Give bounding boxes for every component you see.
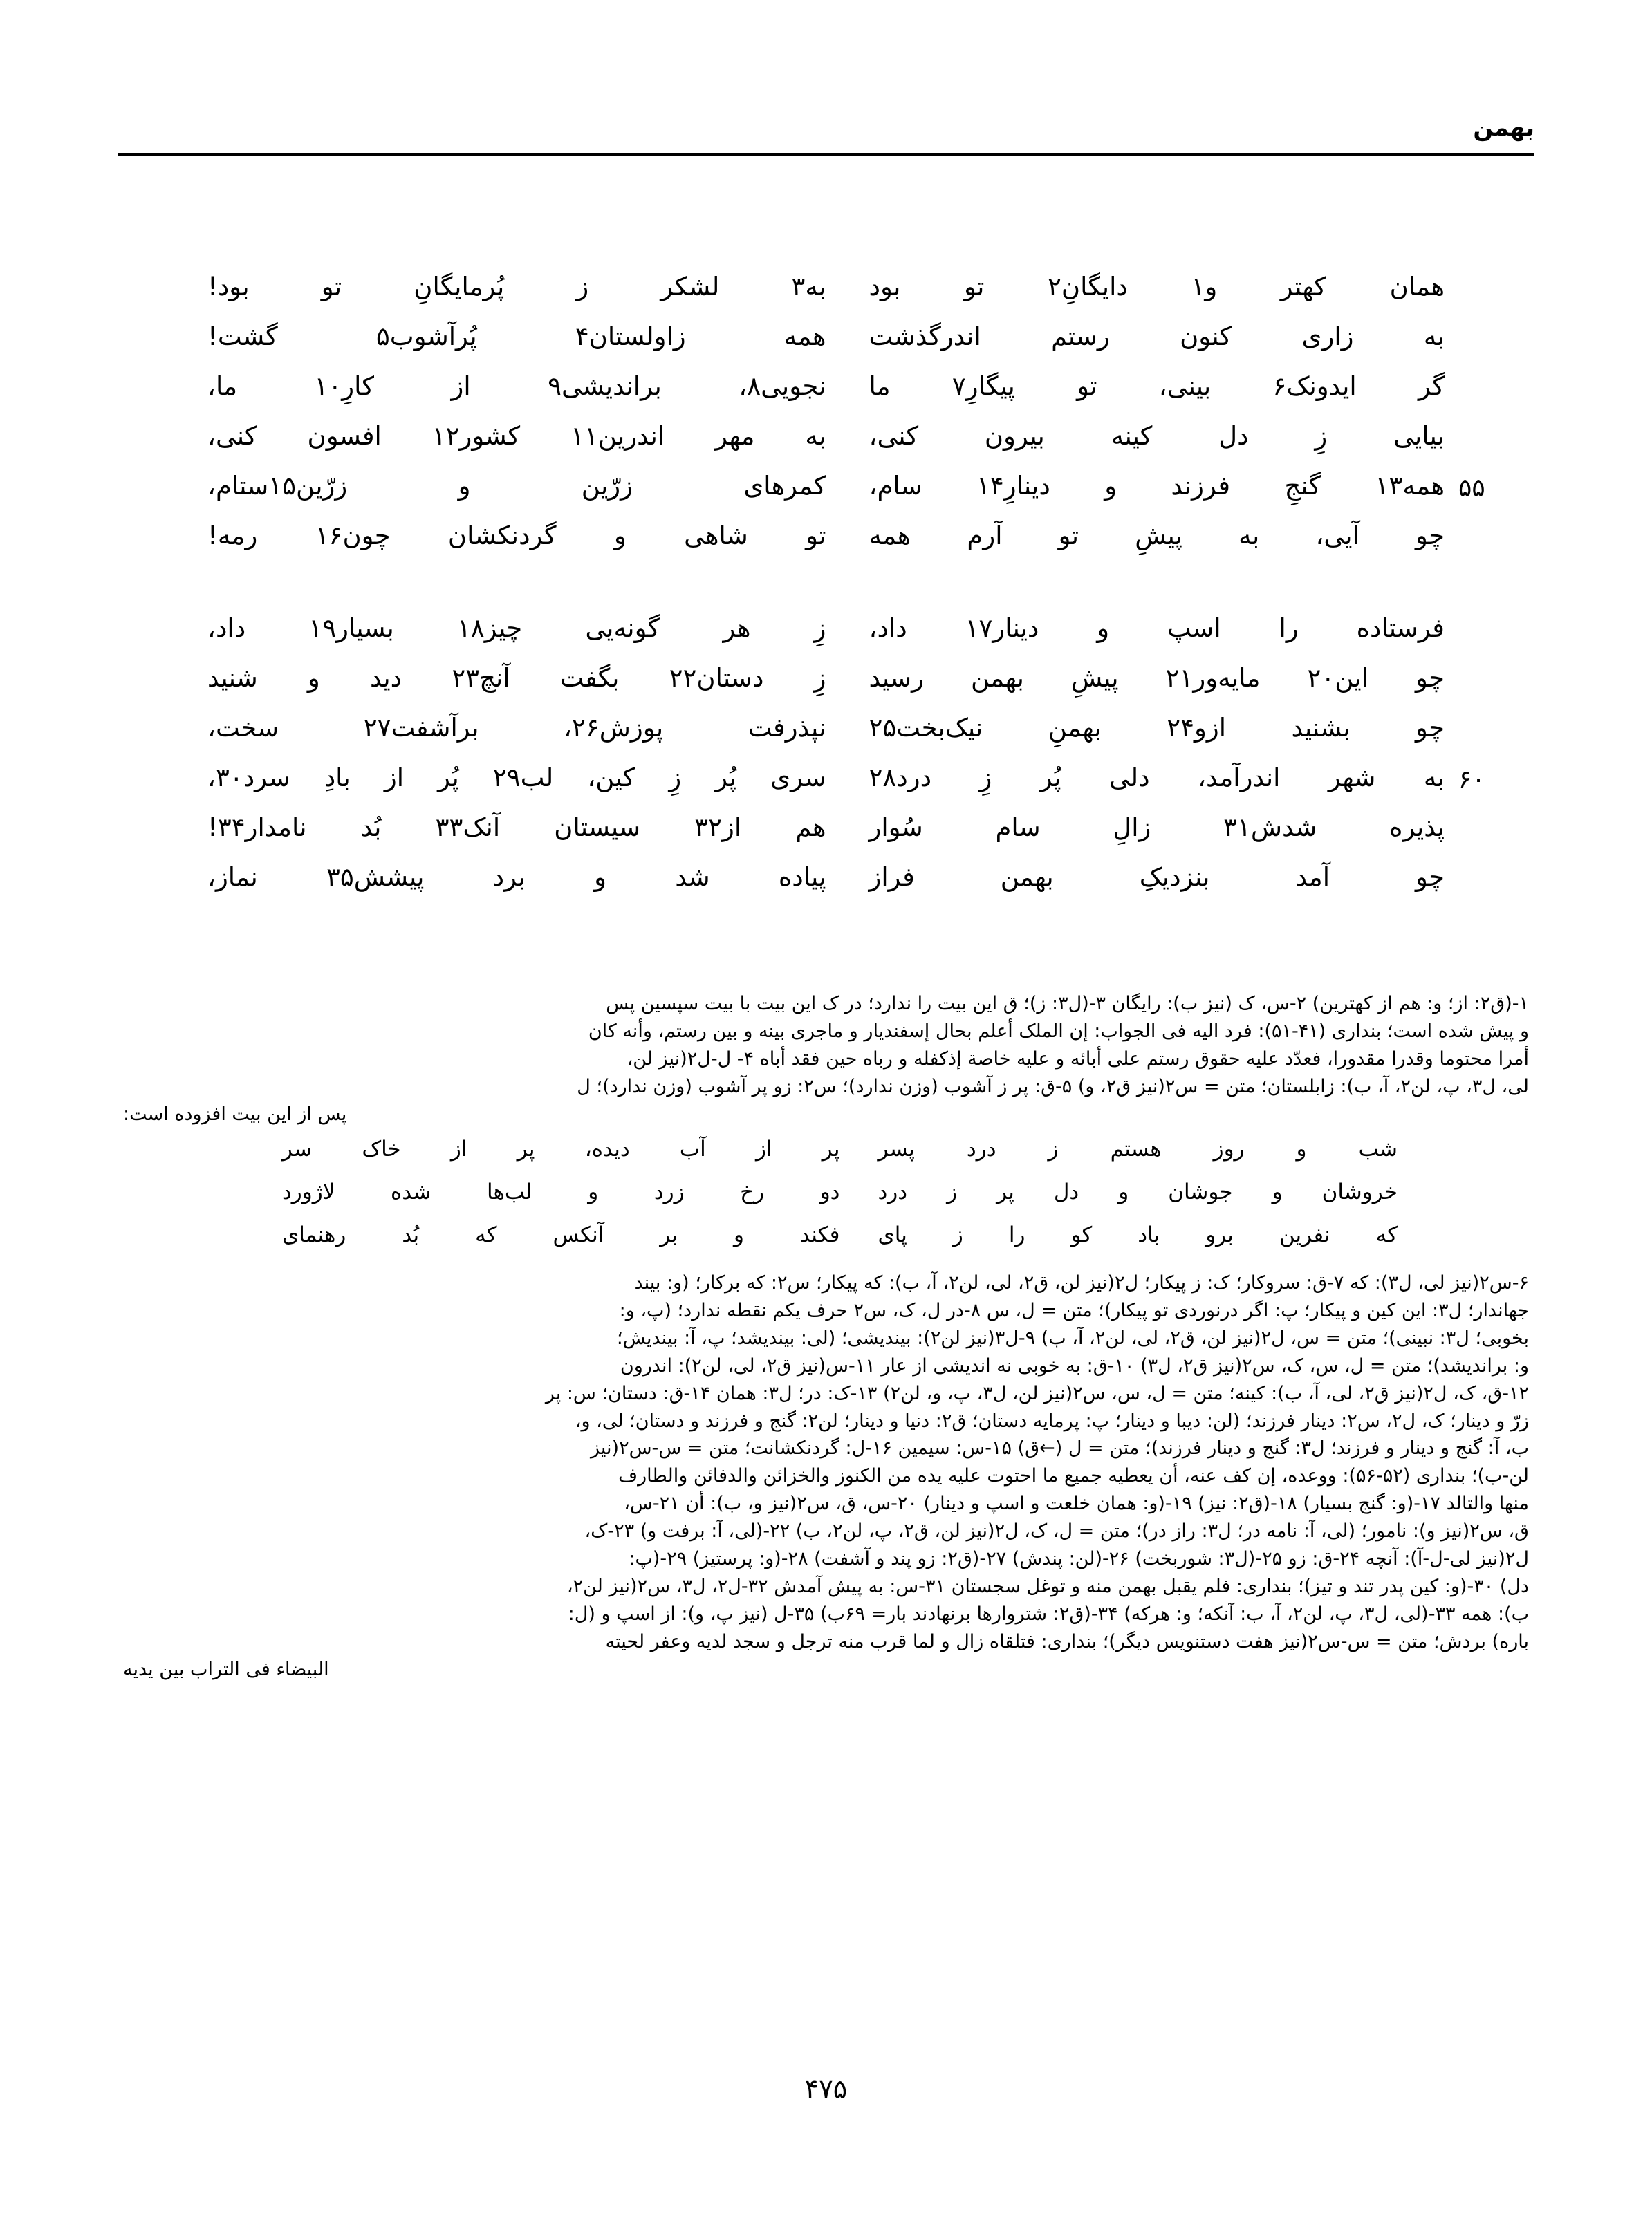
hemistich-second: به مهر اندرین۱۱ کشور۱۲ افسون کنی، bbox=[207, 421, 826, 451]
apparatus-line: البیضاء فی التراب بین یدیه bbox=[123, 1659, 329, 1681]
verse-line bbox=[207, 321, 1445, 371]
hemistich-second: همه زاولستان۴ پُرآشوب۵ گشت! bbox=[207, 322, 826, 351]
header-divider bbox=[118, 153, 1534, 156]
verse-line bbox=[207, 520, 1445, 570]
apparatus-line: لی، ل۳، پ، لن۲، آ، ب): زابلستان؛ متن = س۲(نیز ق۲، و) ۵-ق: پر ز آشوب (وزن ندارد)؛ س۲: زو پر آشوب (وزن ندارد)؛ ل bbox=[577, 1075, 1529, 1097]
hemistich-second: هم از۳۲ سیستان آنک۳۳ بُد نامدار۳۴! bbox=[207, 812, 826, 842]
critical-apparatus bbox=[123, 990, 1529, 1684]
apparatus-line: باره) بردش؛ متن = س-س۲(نیز هفت دستنویس دیگر)؛ بنداری: فتلقاه زال و لما قرب منه ترجل و سجد لدیه وعفر لحیته bbox=[605, 1631, 1529, 1653]
apparatus-line: جهاندار؛ ل۳: این کین و پیکار؛ پ: اگر درنوردی تو پیکار)؛ متن = ل، س ۸-در ل، ک، س۲ حرف یکم نقطه ندارد؛ (پ، و: bbox=[619, 1299, 1529, 1321]
hemistich-second: پیاده شد و برد پیشش۳۵ نماز، bbox=[207, 862, 826, 892]
verse-line bbox=[207, 371, 1445, 420]
apparatus-line: و: براندیشد)؛ متن = ل، س، ک، س۲(نیز ق۲، ل۳) ۱۰-ق: به خوبی نه اندیشی از عار ۱۱-س(نیز ق۲، لی، لن۲): اندرون bbox=[620, 1354, 1529, 1377]
page-number: ۴۷۵ bbox=[804, 2074, 848, 2104]
apparatus-line: ق، س۲(نیز و): نامور؛ (لی، آ: نامه در؛ ل۳: راز در)؛ متن = ل، ک، ل۲(نیز لن، ق۲، پ، لن۲، ب) ۲۲-(لی، آ: برفت و) ۲۳-ک، bbox=[584, 1520, 1529, 1543]
apparatus-line: ۱-(ق۲: از؛ و: هم از کهترین) ۲-س، ک (نیز ب): رایگان ۳-(ل۳: ز)؛ ق این بیت را ندارد؛ در ک این بیت با بیت سپسین پس bbox=[606, 993, 1529, 1014]
inserted-hemistich-first: خروشان و جوشان و دل پر ز درد bbox=[878, 1179, 1398, 1204]
inserted-verse-line bbox=[123, 1221, 1529, 1264]
verse-line bbox=[207, 762, 1485, 812]
running-head bbox=[118, 116, 1534, 165]
inserted-hemistich-first: که نفرین برو باد کو را ز پای bbox=[878, 1222, 1398, 1247]
inserted-hemistich-first: شب و روز هستم ز درد پسر bbox=[878, 1136, 1398, 1162]
hemistich-first: چو بشنید ازو۲۴ بهمنِ نیک‌بخت۲۵ bbox=[869, 713, 1445, 743]
apparatus-line: ل۲(نیز لی-ل-آ): آنچه ۲۴-ق: زو ۲۵-(ل۳: شوربخت) ۲۶-(لن: پندش) ۲۷-(ق۲: زو پند و آشفت) ۲۸-(و: پرستیز) ۲۹-(پ: bbox=[629, 1548, 1529, 1570]
hemistich-first: بیایی زِ دل کینه بیرون کنی، bbox=[869, 421, 1445, 451]
apparatus-block-two bbox=[123, 1269, 1529, 1684]
verse-number: ۵۵ bbox=[1458, 474, 1485, 502]
apparatus-line: ب، آ: گنج و دینار و فرزند؛ ل۳: گنج و دینار فرزند)؛ متن = ل (←ق) ۱۵-س: سیمین ۱۶-ل: گردنکشانت؛ متن = س-س۲(نیز bbox=[590, 1437, 1529, 1460]
verse-section bbox=[207, 271, 1485, 911]
apparatus-line: منها والتالد ۱۷-(و: گنج بسیار) ۱۸-(ق۲: نیز) ۱۹-(و: همان خلعت و اسپ و دینار) ۲۰-س، ق، س۲(نیز و، ب): أن ۲۱-س، bbox=[624, 1493, 1529, 1515]
hemistich-first: به زاری کنون رستم اندرگذشت bbox=[869, 322, 1445, 351]
apparatus-line: پس از این بیت افزوده است: bbox=[123, 1103, 347, 1125]
inserted-hemistich-second: فکند و بر آنکس که بُد رهنمای bbox=[282, 1222, 840, 1247]
hemistich-second: زِ دستان۲۲ بگفت آنچ۲۳ دید و شنید bbox=[207, 663, 826, 693]
verse-line bbox=[207, 613, 1445, 662]
hemistich-first: همه۱۳ گنجِ فرزند و دینارِ۱۴ سام، bbox=[869, 471, 1445, 501]
verse-number: ۶۰ bbox=[1458, 765, 1485, 794]
verse-line bbox=[207, 812, 1445, 861]
apparatus-line: دل) ۳۰-(و: کین پدر تند و تیز)؛ بنداری: فلم یقبل بهمن منه و توغل سجستان ۳۱-س: به پیش آمدش ۳۲-ل۲، ل۳، س۲(نیز لن۲، bbox=[566, 1576, 1529, 1598]
hemistich-first: چو آمد بنزدیکِ بهمن فراز bbox=[869, 862, 1445, 892]
hemistich-second: به۳ لشکر ز پُرمایگانِ تو بود! bbox=[207, 272, 826, 301]
inserted-hemistich-second: پر از آب دیده، پر از خاک سر bbox=[282, 1136, 840, 1162]
hemistich-first: چو این۲۰ مایه‌ور۲۱ پیشِ بهمن رسید bbox=[869, 663, 1445, 693]
hemistich-first: پذیره شدش۳۱ زالِ سام سُوار bbox=[869, 812, 1445, 842]
inserted-verse-line bbox=[123, 1135, 1529, 1178]
hemistich-first: فرستاده را اسپ و دینار۱۷ داد، bbox=[869, 613, 1445, 643]
hemistich-second: کمرهای زرّین و زرّین۱۵ستام، bbox=[207, 471, 826, 501]
verse-line bbox=[207, 470, 1485, 520]
hemistich-first: همان کهتر و۱ دایگانِ۲ تو بود bbox=[869, 272, 1445, 301]
hemistich-second: نجویی۸، براندیشی۹ از کارِ۱۰ ما، bbox=[207, 371, 826, 401]
hemistich-first: گر ایدونک۶ بینی، تو پیگارِ۷ ما bbox=[869, 371, 1445, 401]
hemistich-first: به شهر اندرآمد، دلی پُر زِ درد۲۸ bbox=[869, 763, 1445, 792]
apparatus-line: ب): همه ۳۳-(لی، ل۳، پ، لن۲، آ، ب: آنکه؛ و: هرکه) ۳۴-(ق۲: شتروارها برنهادند بار= ۶۹ب) ۳۵-ل (نیز پ، و): از اسپ و (ل: bbox=[568, 1603, 1529, 1625]
verse-line bbox=[207, 712, 1445, 762]
apparatus-line: ۶-س۲(نیز لی، ل۳): که ۷-ق: سروکار؛ ک: ز پیکار؛ ل۲(نیز لن، ق۲، لی، لن۲، آ، ب): که پیکار؛ س۲: که برکار؛ (و: بیند bbox=[634, 1271, 1529, 1294]
verse-block-2 bbox=[207, 613, 1485, 911]
hemistich-second: زِ هر گونه‌یی چیز۱۸ بسیار۱۹ داد، bbox=[207, 613, 826, 643]
inserted-verses bbox=[123, 1135, 1529, 1264]
verse-line bbox=[207, 420, 1445, 470]
apparatus-line: لن-ب)؛ بنداری (۵۲-۵۶): ووعده، إن کف عنه، أن یعطیه جمیع ما احتوت علیه یده من الکنوز والخزائن والدفائن والطارف bbox=[618, 1465, 1529, 1487]
apparatus-line: أمرا محتوما وقدرا مقدورا، فعدّد علیه حقوق رستم علی أبائه و علیه خاصة إذکفله و رباه حین فقد أباه ۴- ل-ل۲(نیز لن، bbox=[627, 1047, 1529, 1070]
apparatus-line: ۱۲-ق، ک، ل۲(نیز ق۲، لی، آ، ب): کینه؛ متن = ل، س، س۲(نیز لن، ل۳، پ، و، لن۲) ۱۳-ک: در؛ ل۳: همان ۱۴-ق: دستان؛ س: پر bbox=[545, 1382, 1529, 1404]
inserted-verse-line bbox=[123, 1178, 1529, 1221]
hemistich-second: تو شاهی و گردنکشان چون۱۶ رمه! bbox=[207, 521, 826, 550]
apparatus-line: و پیش شده است؛ بنداری (۴۱-۵۱): فرد الیه فی الجواب: إن الملک أعلم بحال إسفندیار و ماجری بینه و بین رستم، وأنه کان bbox=[588, 1020, 1529, 1042]
hemistich-second: نپذرفت پوزش۲۶، برآشفت۲۷ سخت، bbox=[207, 713, 826, 743]
verse-block-gap bbox=[207, 570, 1445, 613]
running-head-title: بهمن bbox=[1473, 114, 1534, 142]
verse-line bbox=[207, 662, 1445, 712]
verse-block-1 bbox=[207, 271, 1485, 570]
verse-line bbox=[207, 861, 1445, 911]
apparatus-line: بخوبی؛ ل۳: نبینی)؛ متن = س، ل۲(نیز لن، ق۲، لی، لن۲، آ، ب) ۹-ل۳(نیز لن۲): بیندیشی؛ (لی: بیندیشد؛ پ، آ: بیندیش؛ bbox=[616, 1327, 1529, 1349]
verse-line bbox=[207, 271, 1445, 321]
hemistich-second: سری پُر زِ کین، لب۲۹ پُر از بادِ سرد۳۰، bbox=[207, 763, 826, 792]
apparatus-line: زرّ و دینار؛ ک، ل۲، س۲: دینار فرزند؛ (لن: دیبا و دینار؛ پ: پرمایه دستان؛ ق۲: دنیا و دینار؛ لن۲: گنج و فرزند و دستان؛ لی، و، bbox=[575, 1410, 1529, 1432]
inserted-hemistich-second: دو رخ زرد و لب‌ها شده لاژورد bbox=[282, 1179, 840, 1204]
hemistich-first: چو آیی، به پیشِ تو آرم همه bbox=[869, 521, 1445, 550]
